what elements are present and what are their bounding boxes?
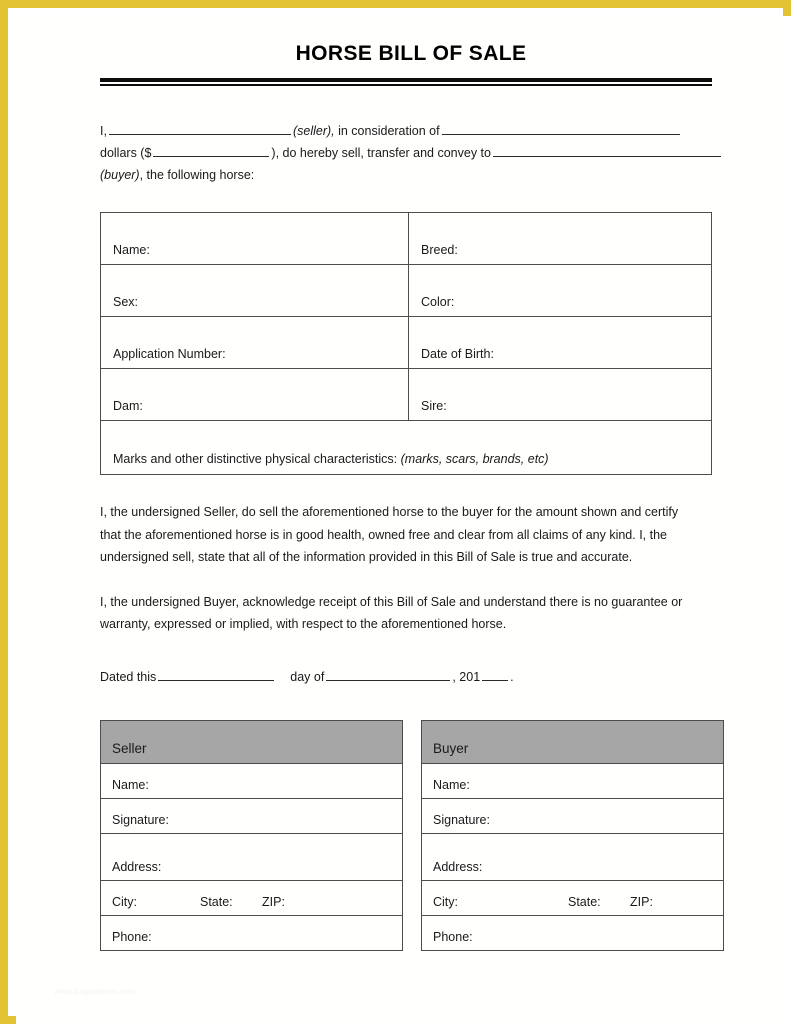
seller-csz-group: [112, 895, 402, 909]
seller-signature-field[interactable]: Signature:: [101, 798, 403, 833]
intro-line-2: [100, 142, 712, 164]
buyer-name-field[interactable]: Name:: [422, 763, 724, 798]
cell-color[interactable]: Color:: [409, 265, 712, 317]
horse-details-table: [100, 212, 712, 475]
buyer-address-field[interactable]: Address:: [422, 833, 724, 880]
table-row: [101, 720, 403, 763]
seller-parenthetical: (seller),: [292, 124, 335, 138]
convey-label: ), do hereby sell, transfer and convey to: [271, 146, 491, 160]
table-row: [101, 763, 403, 798]
buyer-parenthetical: (buyer), the following horse:: [100, 168, 255, 182]
table-row: [101, 915, 403, 950]
buyer-csz-group: [433, 895, 723, 909]
page-inner: [16, 16, 791, 1024]
buyer-city-label: City:: [433, 894, 458, 909]
seller-address-field[interactable]: Address:: [101, 833, 403, 880]
intro-i-label: I,: [100, 124, 107, 138]
dollar-amount-blank[interactable]: [153, 144, 269, 157]
page-title: HORSE BILL OF SALE: [295, 42, 527, 65]
consideration-amount-blank[interactable]: [442, 122, 680, 135]
buyer-state-label: State:: [568, 894, 601, 909]
table-row: [101, 421, 712, 475]
table-row: [422, 720, 724, 763]
seller-state-label: State:: [200, 894, 233, 909]
buyer-name-blank[interactable]: [493, 144, 721, 157]
cell-date-of-birth[interactable]: Date of Birth:: [409, 317, 712, 369]
table-row: [422, 833, 724, 880]
buyer-phone-field[interactable]: Phone:: [422, 915, 724, 950]
cell-breed[interactable]: Breed:: [409, 213, 712, 265]
seller-name-field[interactable]: Name:: [101, 763, 403, 798]
intro-line-1: [100, 120, 712, 142]
seller-name-blank[interactable]: [109, 122, 291, 135]
dated-day-blank[interactable]: [158, 668, 274, 681]
cell-marks[interactable]: [101, 421, 712, 475]
cell-application-number[interactable]: Application Number:: [101, 317, 409, 369]
buyer-city-state-zip-field[interactable]: [422, 880, 724, 915]
dated-this-label: Dated this: [100, 669, 157, 684]
table-row: [101, 369, 712, 421]
title-divider: [100, 78, 712, 86]
buyer-block-header: Buyer: [422, 720, 724, 763]
table-row: [101, 213, 712, 265]
signature-blocks: [100, 720, 730, 951]
marks-hint: (marks, scars, brands, etc): [400, 452, 549, 466]
seller-signature-table: [100, 720, 403, 951]
following-horse-label: , the following horse:: [139, 168, 255, 182]
seller-declaration-paragraph: I, the undersigned Seller, do sell the aforementioned horse to the buyer for the amount shown and certify that the aforementioned horse is in good health, owned free and clear from all claims of any kind. I, the undersigned sell, state that all of the information provided in this Bill of Sale is true and accurate.: [100, 505, 679, 564]
table-row: [422, 763, 724, 798]
seller-city-label: City:: [112, 894, 137, 909]
dated-month-blank[interactable]: [326, 668, 450, 681]
table-row: [101, 798, 403, 833]
seller-city-state-zip-field[interactable]: [101, 880, 403, 915]
table-row: [101, 880, 403, 915]
footer-watermark: www.pageplates.com: [54, 987, 135, 996]
buyer-zip-label: ZIP:: [630, 894, 653, 909]
dated-line: [100, 668, 722, 684]
cell-name[interactable]: Name:: [101, 213, 409, 265]
table-row: [101, 833, 403, 880]
day-of-label: day of: [290, 669, 325, 684]
year-prefix-label: , 201: [452, 669, 481, 684]
marks-label: Marks and other distinctive physical characteristics:: [113, 452, 398, 466]
cell-dam[interactable]: Dam:: [101, 369, 409, 421]
consideration-label: in consideration of: [338, 124, 440, 138]
intro-paragraph: [100, 120, 712, 186]
dollars-label: dollars ($: [100, 146, 152, 160]
dated-year-blank[interactable]: [482, 668, 508, 681]
document-body: [100, 16, 722, 1024]
table-row: [422, 798, 724, 833]
table-row: [101, 317, 712, 369]
buyer-signature-field[interactable]: Signature:: [422, 798, 724, 833]
table-row: [101, 265, 712, 317]
intro-line-3: [100, 164, 712, 186]
divider-thin-line: [100, 84, 712, 86]
table-row: [422, 880, 724, 915]
seller-phone-field[interactable]: Phone:: [101, 915, 403, 950]
cell-sire[interactable]: Sire:: [409, 369, 712, 421]
seller-block-header: Seller: [101, 720, 403, 763]
dated-period: .: [510, 669, 514, 684]
buyer-signature-table: [421, 720, 724, 951]
seller-zip-label: ZIP:: [262, 894, 285, 909]
cell-sex[interactable]: Sex:: [101, 265, 409, 317]
table-row: [422, 915, 724, 950]
buyer-declaration-paragraph: I, the undersigned Buyer, acknowledge receipt of this Bill of Sale and understand there is no guarantee or warranty, expressed or implied, with respect to the aforementioned horse.: [100, 594, 683, 631]
